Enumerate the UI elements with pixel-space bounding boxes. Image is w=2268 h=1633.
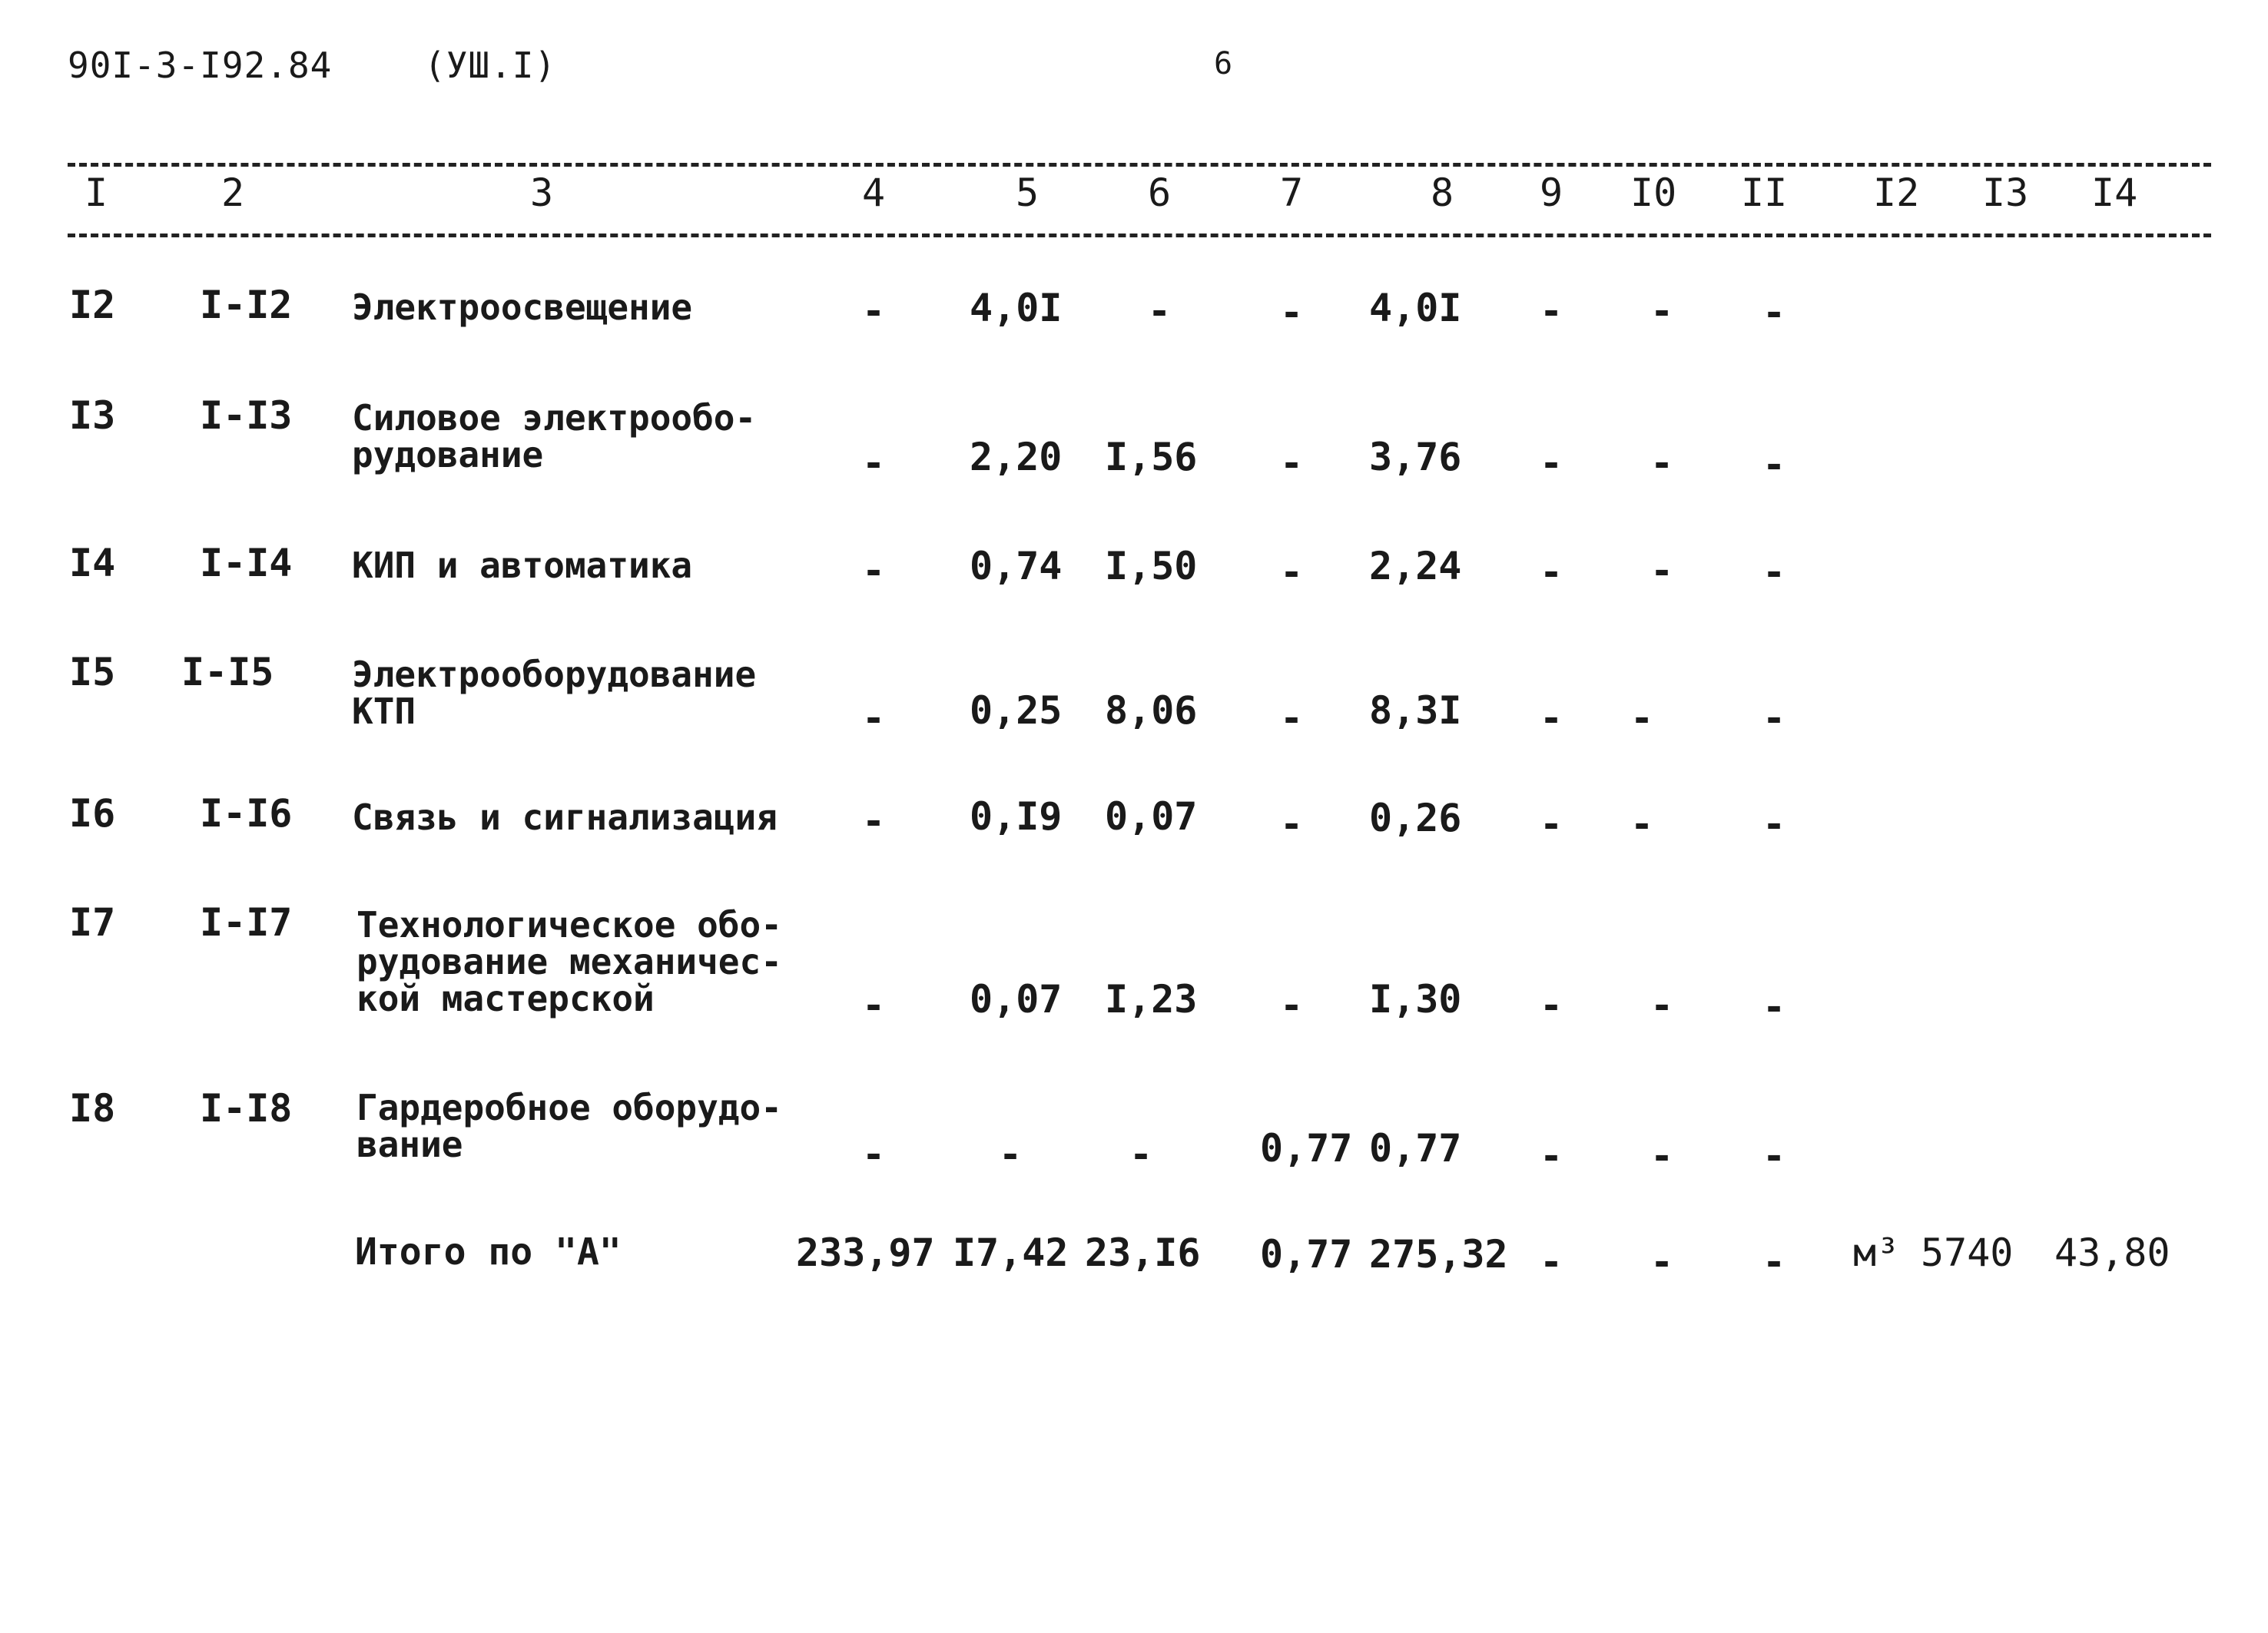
cell-col9: - <box>1540 696 1563 740</box>
cell-col10: - <box>1630 802 1654 846</box>
row-name: КИП и автоматика <box>352 545 693 586</box>
total-col9: - <box>1540 1240 1563 1284</box>
cell-col10: - <box>1650 441 1674 485</box>
cell-col11: - <box>1762 442 1786 487</box>
cell-col7: 0,77 <box>1260 1126 1353 1171</box>
cell-col5: 0,07 <box>970 977 1063 1022</box>
cell-col11: - <box>1762 290 1786 335</box>
cell-col4: - <box>862 983 886 1028</box>
column-number-9: 9 <box>1540 171 1563 215</box>
total-col11: - <box>1762 1240 1786 1284</box>
total-label: Итого по "А" <box>355 1231 622 1274</box>
total-col10: - <box>1650 1240 1674 1284</box>
cell-col8: 0,77 <box>1369 1126 1462 1171</box>
cell-col10: - <box>1650 983 1674 1028</box>
cell-col7: - <box>1280 290 1304 335</box>
total-col13: 5740 <box>1921 1231 2014 1275</box>
row-number: I6 <box>69 791 116 836</box>
row-name: Электроосвещение <box>352 287 693 328</box>
total-col7: 0,77 <box>1260 1232 1353 1277</box>
cell-col5: 0,I9 <box>970 794 1063 839</box>
total-col14: 43,80 <box>2054 1231 2170 1275</box>
column-number-11: II <box>1741 171 1788 215</box>
row-code: I-I5 <box>181 650 274 694</box>
column-number-12: I2 <box>1873 171 1920 215</box>
cell-col8: 3,76 <box>1369 435 1462 479</box>
cell-col9: - <box>1540 802 1563 846</box>
column-number-5: 5 <box>1016 171 1040 215</box>
cell-col6: - <box>1129 1132 1153 1177</box>
cell-col10: - <box>1630 696 1654 740</box>
cell-col9: - <box>1540 983 1563 1028</box>
row-number: I4 <box>69 541 116 585</box>
cell-col11: - <box>1762 696 1786 740</box>
cell-col8: 2,24 <box>1369 544 1462 588</box>
row-number: I7 <box>69 900 116 945</box>
cell-col11: - <box>1762 550 1786 595</box>
row-name: Технологическое обо- рудование механичес- кой мастерской <box>356 904 782 1019</box>
row-code: I-I4 <box>200 541 293 585</box>
column-number-7: 7 <box>1280 171 1304 215</box>
document-code: 90I-3-I92.84 <box>68 45 333 86</box>
total-col8: 275,32 <box>1369 1232 1508 1277</box>
cell-col6: 8,06 <box>1105 688 1198 733</box>
row-number: I5 <box>69 650 116 694</box>
album-number: (УШ.I) <box>424 45 557 86</box>
total-unit: м³ <box>1853 1231 1900 1275</box>
row-name: Гардеробное оборудо- вание <box>356 1087 782 1165</box>
total-col5: I7,42 <box>953 1231 1069 1275</box>
column-number-8: 8 <box>1431 171 1454 215</box>
cell-col5: 0,74 <box>970 544 1063 588</box>
cell-col6: - <box>1148 289 1172 333</box>
row-name: Силовое электрообо- рудование <box>352 397 757 475</box>
header-top-rule <box>68 163 2211 167</box>
cell-col9: - <box>1540 550 1563 595</box>
column-number-10: I0 <box>1630 171 1677 215</box>
cell-col8: 8,3I <box>1369 688 1462 733</box>
page-mark: 6 <box>1214 46 1234 81</box>
cell-col5: 4,0I <box>970 286 1063 330</box>
column-number-6: 6 <box>1148 171 1172 215</box>
cell-col6: I,23 <box>1105 977 1198 1022</box>
cell-col9: - <box>1540 289 1563 333</box>
row-number: I3 <box>69 393 116 438</box>
column-number-3: 3 <box>530 171 554 215</box>
cell-col4: - <box>862 289 886 333</box>
cell-col4: - <box>862 1132 886 1177</box>
column-number-4: 4 <box>862 171 886 215</box>
cell-col9: - <box>1540 441 1563 485</box>
row-code: I-I6 <box>200 791 293 836</box>
column-number-13: I3 <box>1982 171 2029 215</box>
cell-col9: - <box>1540 1134 1563 1178</box>
total-col6: 23,I6 <box>1085 1231 1201 1275</box>
cell-col8: 4,0I <box>1369 286 1462 330</box>
cell-col7: - <box>1280 441 1304 485</box>
row-code: I-I7 <box>200 900 293 945</box>
cell-col5: 0,25 <box>970 688 1063 733</box>
cell-col4: - <box>862 441 886 485</box>
row-name: Связь и сигнализация <box>352 797 778 838</box>
row-code: I-I8 <box>200 1086 293 1131</box>
column-number-2: 2 <box>221 171 245 215</box>
cell-col4: - <box>862 548 886 593</box>
cell-col11: - <box>1762 802 1786 846</box>
cell-col7: - <box>1280 802 1304 846</box>
row-number: I8 <box>69 1086 116 1131</box>
column-number-1: I <box>85 171 108 215</box>
row-code: I-I2 <box>200 283 293 327</box>
cell-col11: - <box>1762 1134 1786 1178</box>
column-number-14: I4 <box>2091 171 2138 215</box>
row-name: Электрооборудование КТП <box>352 654 757 732</box>
cell-col4: - <box>862 696 886 740</box>
cell-col10: - <box>1650 548 1674 593</box>
cell-col11: - <box>1762 985 1786 1029</box>
row-number: I2 <box>69 283 116 327</box>
total-col4: 233,97 <box>796 1231 935 1275</box>
cell-col5: 2,20 <box>970 435 1063 479</box>
cell-col8: I,30 <box>1369 977 1462 1022</box>
row-code: I-I3 <box>200 393 293 438</box>
cell-col6: 0,07 <box>1105 794 1198 839</box>
cell-col10: - <box>1650 1134 1674 1178</box>
cell-col6: I,50 <box>1105 544 1198 588</box>
cell-col6: I,56 <box>1105 435 1198 479</box>
cell-col5: - <box>999 1132 1023 1177</box>
cell-col4: - <box>862 799 886 843</box>
cell-col10: - <box>1650 289 1674 333</box>
cell-col8: 0,26 <box>1369 796 1462 840</box>
cell-col7: - <box>1280 550 1304 595</box>
cell-col7: - <box>1280 696 1304 740</box>
cell-col7: - <box>1280 983 1304 1028</box>
header-bottom-rule <box>68 234 2211 237</box>
